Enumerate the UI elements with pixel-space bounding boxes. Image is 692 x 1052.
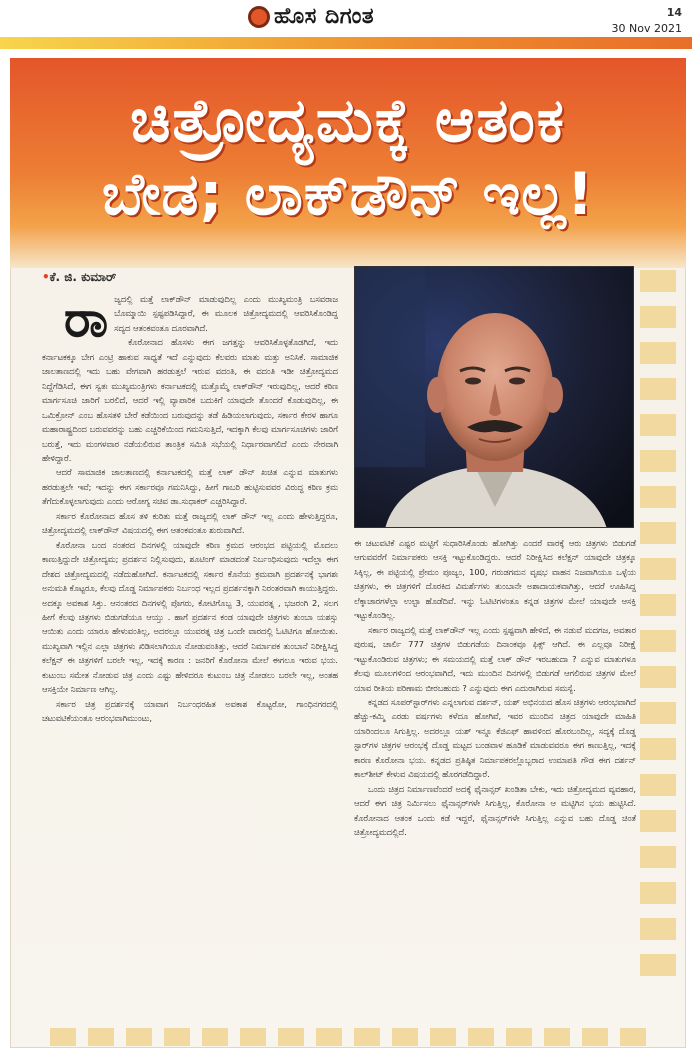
paragraph: ಸರ್ಕಾರ ರಾಜ್ಯದಲ್ಲಿ ಮತ್ತೆ ಲಾಕ್‌ಡೌನ್ ಇಲ್ಲ ಎಂದು ಸ್ಪಷ್ಟವಾಗಿ ಹೇಳಿದೆ, ಈ ನಡುವೆ ಮದಗಜ, ಅವತಾರ ಪುರುಷ, ಚಾರ್ಲಿ 777 ಚಿತ್ರಗಳ ಬಿಡುಗಡೆಯ ದಿನಾಂಕವೂ ಫಿಕ್ಸ್ ಆಗಿದೆ. ಈ ಎಲ್ಲವೂ ನಿರೀಕ್ಷೆ ಇಟ್ಟುಕೊಂಡಿರುವ ಚಿತ್ರಗಳು; ಈ ಸಮಯದಲ್ಲಿ ಮತ್ತೆ ಲಾಕ್ ಡೌನ್ ಇರಬಹುದಾ ? ಎನ್ನುವ ಮಾತುಗಳೂ ಕೆಲವು ಮೂಲಗಳಿಂದ ಆರಂಭವಾಗಿದೆ, ಇದು ಮುಂದಿನ ದಿನಗಳಲ್ಲಿ ಬಿಡುಗಡೆ ಆಗಲಿರುವ ಚಿತ್ರಗಳ ಮೇಲೆ ಯಾವ ರೀತಿಯ ಪರಿಣಾಮ ಬೀರಬಹುದು ? ಎನ್ನುವುದು ಈಗ ಎದುರಾಗಿರುವ ಸಮಸ್ಯೆ.	[354, 624, 636, 693]
paragraph: ಒಂದು ಚಿತ್ರದ ನಿರ್ಮಾಣವೆಂದರೆ ಅದಕ್ಕೆ ಫೈನಾನ್ಸರ್ ಖಂಡಿತಾ ಬೇಕು, ಇದು ಚಿತ್ರೋದ್ಯಮದ ವ್ಯವಹಾರ, ಆದರೆ ಈಗ ಚಿತ್ರ ನಿರ್ಮಿಸಲು ಫೈನಾನ್ಸರ್‌ಗಳೇ ಸಿಗುತ್ತಿಲ್ಲ, ಕೊರೋನಾ ಆ ಮಟ್ಟಿಗಿನ ಭಯ ಹುಟ್ಟಿಸಿದೆ. ಕೊರೋನಾದ ಆತಂಕ ಒಂದು ಕಡೆ ಇದ್ದರೆ, ಫೈನಾನ್ಸರ್‌ಗಳೇ ಸಿಗುತ್ತಿಲ್ಲ ಎನ್ನುವ ಬಹು ದೊಡ್ಡ ಚಿಂತೆ ಚಿತ್ರೋದ್ಯಮದಲ್ಲಿದೆ.	[354, 783, 636, 838]
logo-emblem-icon	[248, 6, 270, 28]
headline-line-1: ಚಿತ್ರೋದ್ಯಮಕ್ಕೆ ಆತಂಕ	[130, 86, 566, 156]
paragraph: ಸರ್ಕಾರ ಕೊರೋನಾದ ಹೊಸ ತಳಿ ಕುರಿತು ಮತ್ತೆ ರಾಜ್ಯದಲ್ಲಿ ಲಾಕ್ ಡೌನ್ ಇಲ್ಲ ಎಂದು ಹೇಳುತ್ತಿದ್ದರೂ, ಚಿತ್ರೋದ್ಯಮದಲ್ಲಿ ಲಾಕ್‌ಡೌನ್ ವಿಷಯದಲ್ಲಿ ಈಗ ಆತಂಕವಂತೂ ಶುರುವಾಗಿದೆ.	[42, 510, 338, 536]
decorative-stripes	[636, 270, 680, 970]
article-column-right	[354, 536, 636, 840]
dropcap: ರಾ	[64, 289, 109, 348]
headline-line-2: ಬೇಡ; ಲಾಕ್‌ಡೌನ್ ಇಲ್ಲ!	[101, 160, 595, 228]
page-number: 14	[666, 6, 682, 19]
article-photo	[354, 266, 634, 528]
paragraph: ಈ ಚಟುವಟಿಕೆ ಎಷ್ಟರ ಮಟ್ಟಿಗೆ ಸುಧಾರಿಸಿಕೊಂಡು ಹೋಗಿತ್ತು ಎಂದರೆ ವಾರಕ್ಕೆ ಆರು ಚಿತ್ರಗಳು ಬಿಡುಗಡೆ ಆಗುವವರೆಗೆ ನಿರ್ಮಾಪಕರು ಆಸಕ್ತಿ ಇಟ್ಟುಕೊಂಡಿದ್ದರು. ಆದರೆ ನಿರೀಕ್ಷಿಸಿದ ಕಲೆಕ್ಷನ್ ಯಾವುದೇ ಚಿತ್ರಕ್ಕೂ ಸಿಕ್ಕಿಲ್ಲ, ಈ ಪಟ್ಟಿಯಲ್ಲಿ ಪ್ರೇಮಂ ಪೂಜ್ಯಂ, 100, ಗರುಡಗಮನ ವೃಷಭ ವಾಹನ ನಿಜವಾಗಿಯೂ ಒಳ್ಳೆಯ ಚಿತ್ರಗಳು, ಈ ಚಿತ್ರಗಳಿಗೆ ದೊರಕಿದ ವಿಮರ್ಶೆಗಳು ತುಂಬಾನೇ ಅಶಾದಾಯಕವಾಗಿತ್ತು, ಆದರೆ ಊಹಿಸಿದ್ದ ಲೆಕ್ಕಾಚಾರಗಳೆಲ್ಲಾ ಉಲ್ಟಾ ಹೊಡೆದಿವೆ. ಇನ್ನು ಓಟಿಟಿಗಳಂತೂ ಕನ್ನಡ ಚಿತ್ರಗಳ ಮೇಲೆ ಯಾವುದೇ ಆಸಕ್ತಿ ಇಟ್ಟುಕೊಂಡಿಲ್ಲ.	[354, 538, 636, 621]
byline	[42, 270, 116, 285]
byline-bullet-icon: •	[42, 270, 50, 284]
top-color-band	[0, 37, 692, 49]
paragraph: ಜ್ಯದಲ್ಲಿ ಮತ್ತೆ ಲಾಕ್‌ಡೌನ್ ಮಾಡುವುದಿಲ್ಲ ಎಂದು ಮುಖ್ಯಮಂತ್ರಿ ಬಸವರಾಜ ಬೊಮ್ಮಾಯಿ ಸ್ಪಷ್ಟಪಡಿಸಿದ್ದಾರೆ, ಈ ಮೂಲಕ ಚಿತ್ರೋದ್ಯಮದಲ್ಲಿ ಆವರಿಸಿಕೊಂಡಿದ್ದ ಸದ್ಯದ ಆತಂಕವಂತೂ ದೂರವಾಗಿದೆ.	[114, 294, 338, 333]
paragraph: ಕನ್ನಡದ ಸೂಪರ್‌ಸ್ಟಾರ್‌ಗಳು ಎನ್ನಲಾಗುವ ದರ್ಶನ್, ಯಶ್ ಅಭಿನಯದ ಹೊಸ ಚಿತ್ರಗಳು ಆರಂಭವಾಗಿದೆ ಹೆಚ್ಚು-ಕಮ್ಮಿ ಎರಡು ವರ್ಷಗಳು ಕಳೆದೂ ಹೋಗಿವೆ, ಇವರ ಮುಂದಿನ ಚಿತ್ರದ ಯಾವುದೇ ಮಾಹಿತಿ ಯಾರಿಂದಲೂ ಸಿಗುತ್ತಿಲ್ಲ. ಅದರಲ್ಲೂ ಯಶ್ ಇನ್ನೂ ಕೆಜಿಎಫ್ ಹಾವಳಿಂದ ಹೊರಬಂದಿಲ್ಲ, ಸದ್ಯಕ್ಕೆ ದೊಡ್ಡ ಸ್ಟಾರ್‌ಗಳ ಚಿತ್ರಗಳ ಆರಂಭಕ್ಕೆ ದೊಡ್ಡ ಮಟ್ಟದ ಬಂಡವಾಳ ಹೂಡಿಕೆ ಮಾಡುವವರೂ ಈಗ ಕಾಣುತ್ತಿಲ್ಲ, ಇದಕ್ಕೆ ಕಾರಣ ಕೊರೋನಾ ಭಯ. ಕನ್ನಡದ ಪ್ರತಿಷ್ಠಿತ ನಿರ್ಮಾಪಕರಲ್ಲೊಬ್ಬರಾದ ಉಮಾಪತಿ ಗೌಡ ಈಗ ದರ್ಶನ್ ಕಾಲ್‌ಶೀಟ್ ಕೇಳುವ ವಿಷಯದಲ್ಲಿ ಹೊರಗಡೆದಿದ್ದಾರೆ.	[354, 696, 636, 780]
article-column-left	[42, 289, 338, 726]
paragraph: ಸರ್ಕಾರ ಚಿತ್ರ ಪ್ರದರ್ಶನಕ್ಕೆ ಯಾವಾಗ ನಿರ್ಬಂಧರಹಿತ ಅವಕಾಶ ಕೊಟ್ಟರೋ, ಗಾಂಧಿನಗರದಲ್ಲಿ ಚಟುವಟಿಕೆಯಂತೂ ಆರಂಭವಾಗಿಮುಂಟು,	[42, 698, 338, 724]
logo-text: ಹೊಸ ದಿಗಂತ	[274, 4, 375, 29]
page-date: 30 Nov 2021	[611, 22, 682, 35]
portrait-image	[355, 267, 634, 528]
bottom-decorative-stripes	[10, 1028, 686, 1052]
newspaper-logo	[248, 4, 374, 29]
masthead	[0, 0, 692, 40]
paragraph: ಆದರೆ ಸಾಮಾಜಿಕ ಜಾಲತಾಣದಲ್ಲಿ ಕರ್ನಾಟಕದಲ್ಲಿ ಮತ್ತೆ ಲಾಕ್ ಡೌನ್ ಖಚಿತ ಎನ್ನುವ ಮಾತುಗಳು ಹರಡುತ್ತಲೇ ಇವೆ; ಇದನ್ನು ಈಗ ಸರ್ಕಾರವೂ ಗಮನಿಸಿದ್ದು, ಹೀಗೆ ಗಾಬರಿ ಹುಟ್ಟಿಸುವವರ ವಿರುದ್ಧ ಕಠಿಣ ಕ್ರಮ ತೆಗೆದುಕೊಳ್ಳಲಾಗುವುದು ಎಂದು ಆರೋಗ್ಯ ಸಚಿವ ಡಾ.ಸುಧಾಕರ್ ಎಚ್ಚರಿಸಿದ್ದಾರೆ.	[42, 467, 338, 507]
paragraph: ಕೊರೋನಾದ ಹೊಸಳು ಈಗ ಜಗತ್ತನ್ನು ಆವರಿಸಿಕೊಳ್ಳತೊಡಗಿದೆ, ಇದು ಕರ್ನಾಟಕಕ್ಕೂ ಬೇಗ ಎಂಟ್ರಿ ಹಾಕುವ ಸಾಧ್ಯತೆ ಇದೆ ಎನ್ನುವುದು ಕೆಲವರು ಮಾತು ಮತ್ತು ಅನಿಸಿಕೆ. ಸಾಮಾಜಿಕ ಜಾಲತಾಣದಲ್ಲಿ ಇದು ಬಹು ವೇಗವಾಗಿ ಹರಡುತ್ತಲೆ ಇರುವ ವದಂತಿ, ಈ ವದಂತಿ ಇಡೀ ಚಿತ್ರೋದ್ಯಮದ ನಿದ್ದೆಗೆಡಿಸಿದೆ, ಈಗ ಸ್ವತಃ ಮುಖ್ಯಮಂತ್ರಿಗಳು ಕರ್ನಾಟಕದಲ್ಲಿ ಮತ್ತೊಮ್ಮೆ ಲಾಕ್‌ಡೌನ್ ಇರುವುದಿಲ್ಲ, ಆದರೆ ಕಠಿಣ ಮಾರ್ಗಸೂಚಿ ಜಾರಿಗೆ ಬರಲಿದೆ, ಆದರೆ ಇಲ್ಲಿ ವ್ಯಾಪಾರಿಕ ಬದುಕಿಗೆ ಯಾವುದೇ ತೊಂದರೆ ಕೊಡುವುದಿಲ್ಲ, ಈ ಒಮಿಕ್ರೋನ್ ಎಂಬ ಹೊಸತಳಿ ಬೇರೆ ಕಡೆಯಿಂದ ಬರುವುದನ್ನು ತಡೆ ಹಿಡಿಯಲಾಗುವುದು, ಸರ್ಕಾರ ಕೇರಳ ಹಾಗೂ ಮಹಾರಾಷ್ಟ್ರದಿಂದ ಬರುವವರನ್ನು ಬಹು ಎಚ್ಚರಿಕೆಯಿಂದ ಗಮನಿಸುತ್ತಿದೆ, ಇದಕ್ಕಾಗಿ ಕೆಲವು ಮಾರ್ಗಸೂಚಿಗಳು ಜಾರಿಗೆ ಬರುತ್ತೆ, ಇದು ಮಂಗಳವಾರ ನಡೆಯಲಿರುವ ತಾಂತ್ರಿಕ ಸಮಿತಿ ಸಭೆಯಲ್ಲಿ ನಿರ್ಧಾರವಾಗಲಿದೆ ಎಂದು ನೇರವಾಗಿ ಹೇಳಿದ್ದಾರೆ.	[42, 337, 338, 463]
byline-author: ಕೆ. ಜಿ. ಕುಮಾರ್	[49, 270, 117, 284]
paragraph: ಕೊರೋನಾ ಬಂದ ನಂತರದ ದಿನಗಳಲ್ಲಿ ಯಾವುದೇ ಕಠಿಣ ಕ್ರಮದ ಆರಂಭದ ಪಟ್ಟಿಯಲ್ಲಿ ಮೊದಲು ಕಾಣುತ್ತಿದ್ದುದೇ ಚಿತ್ರೋದ್ಯಮ; ಪ್ರದರ್ಶನ ನಿಲ್ಲಿಸುವುದು, ಶೂಟಿಂಗ್ ಮಾಡದಂತೆ ನಿರ್ಬಂಧಿಸುವುದು ಇದೆಲ್ಲಾ ಈಗ ದೇಶದ ಚಿತ್ರೋದ್ಯಮದಲ್ಲಿ ನಡೆದುಹೋಗಿದೆ. ಕರ್ನಾಟಕದಲ್ಲಿ ಸರ್ಕಾರ ಕೊನೆಯ ಕ್ರಮವಾಗಿ ಪ್ರದರ್ಶನಕ್ಕೆ ಭಾಗಶಃ ಅನುಮತಿ ಕೊಟ್ಟರೂ, ಕೆಲವು ದೊಡ್ಡ ನಿರ್ಮಾಪಕರು ನಿರ್ಬಂಧ ಇಲ್ಲದ ಪ್ರದರ್ಶನಕ್ಕಾಗಿ ನಿರಂತರವಾಗಿ ಕಾಯುತ್ತಿದ್ದರು. ಅದಕ್ಕೂ ಅವಕಾಶ ಸಿಕ್ತು. ಆನಂತರದ ದಿನಗಳಲ್ಲಿ ಪೊಗರು, ಕೋಟಿಗೊಬ್ಬ 3, ಯುವರತ್ನ , ಭಜರಂಗಿ 2, ಸಲಗ ಹೀಗೆ ಕೆಲವು ಚಿತ್ರಗಳು ಬಿಡುಗಡೆಯೂ ಆಯ್ತು . ಹಾಗೆ ಪ್ರದರ್ಶನ ಕಂಡ ಯಾವುದೇ ಚಿತ್ರಗಳು ತುಂಬಾ ಯಶಸ್ಸು ಆಯಿತು ಎಂದು ಯಾರೂ ಹೇಳುವಂತಿಲ್ಲ, ಅದರಲ್ಲೂ ಯುವರತ್ನ ಚಿತ್ರ ಒಂದೇ ವಾರದಲ್ಲಿ ಓಟಿಟಿಗೂ ಹೋಯಿತು. ಮುಖ್ಯವಾಗಿ ಇಲ್ಲಿನ ಎಲ್ಲಾ ಚಿತ್ರಗಳು ಖಿಡಿಸಲಾಗಿಯೂ ನೋಡುವಂತಿತ್ತು, ಆದರೆ ನಿರ್ಮಾಪಕ ತುಂಬಾನೆ ನಿರೀಕ್ಷಿಸಿದ್ದ ಕಲೆಕ್ಷನ್ ಈ ಚಿತ್ರಗಳಿಗೆ ಬರಲೇ ಇಲ್ಲ, ಇದಕ್ಕೆ ಕಾರಣ : ಜನರಿಗೆ ಕೊರೋನಾ ಮೇಲೆ ಈಗಲೂ ಇರುವ ಭಯ. ಕುಟುಂಬ ಸಮೇತ ನೋಡುವ ಚಿತ್ರ ಎಂದು ಎಷ್ಟು ಹೇಳಿದರೂ ಕುಟುಂಬ ಚಿತ್ರ ನೋಡಲು ಬರಲೇ ಇಲ್ಲ, ಅಂತಹ ಆಸಕ್ತಿಯೇ ನಿರ್ಮಾಣ ಆಗಿಲ್ಲ.	[42, 539, 338, 695]
